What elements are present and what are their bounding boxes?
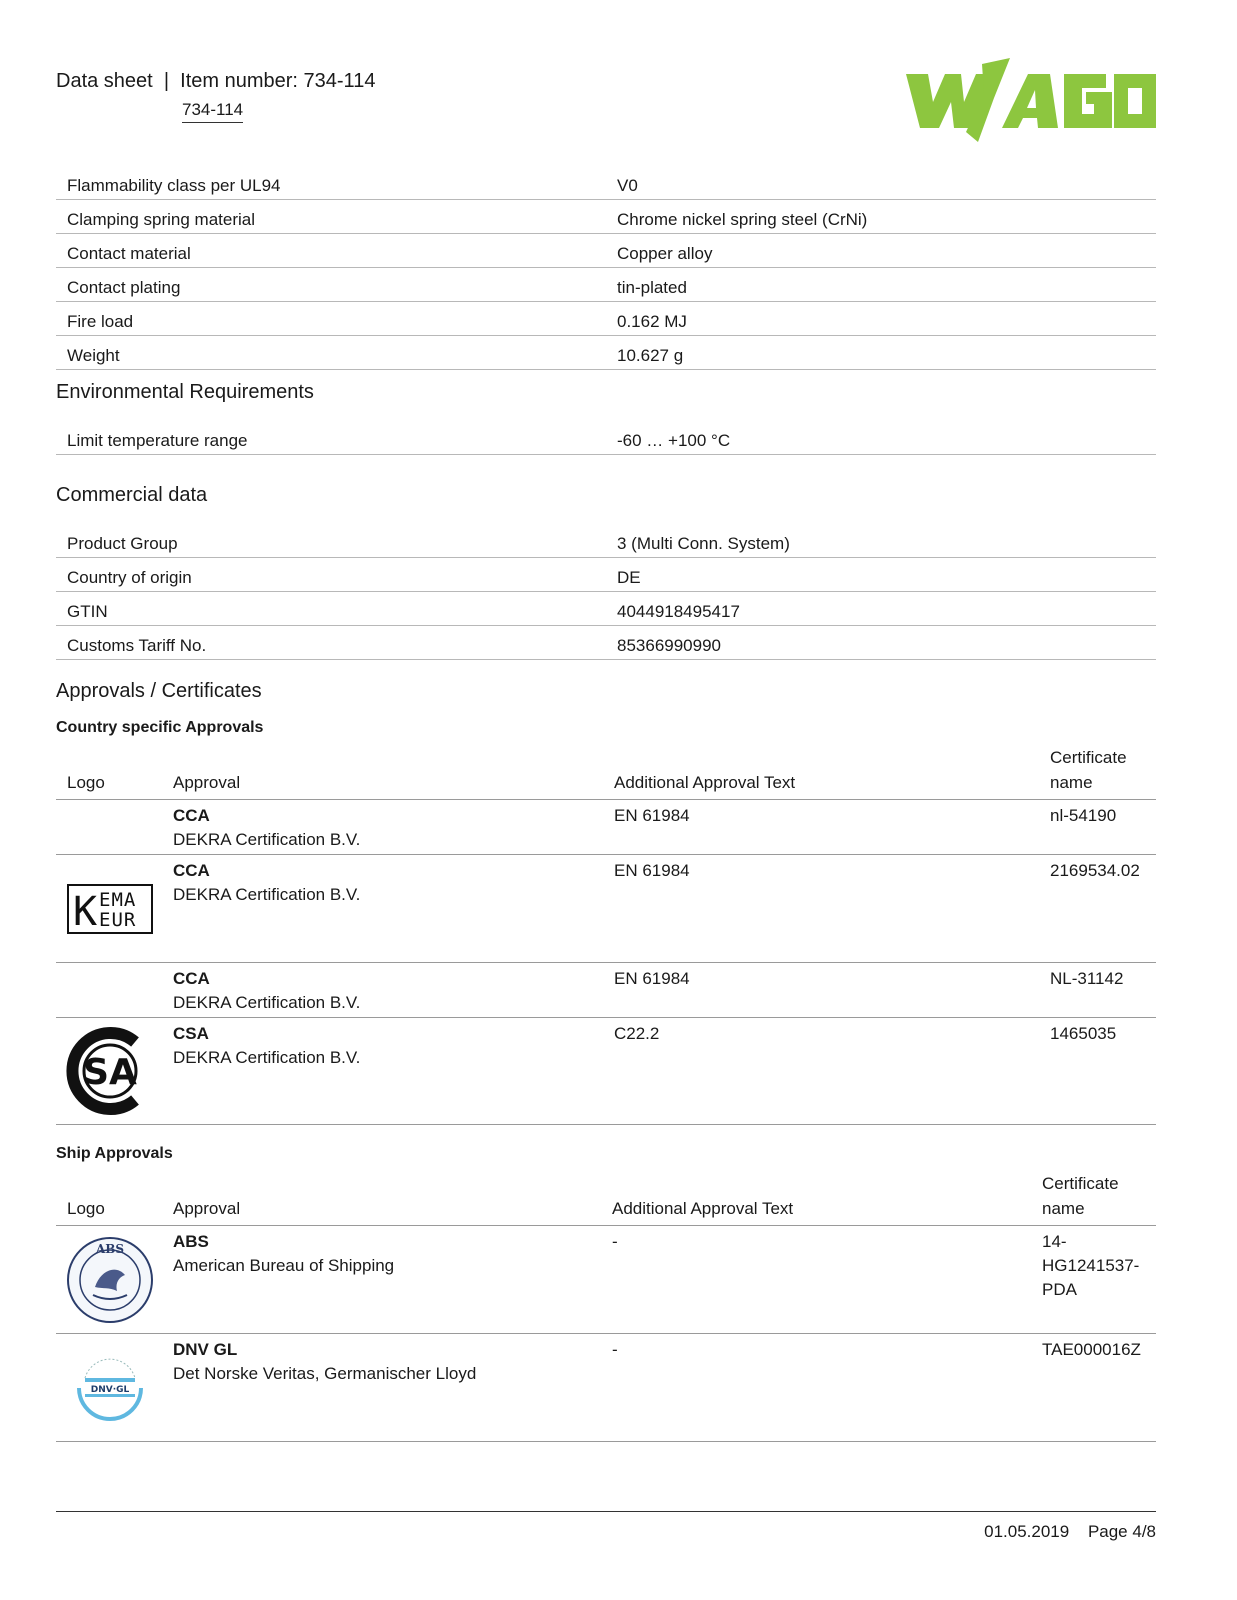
item-number-link[interactable]: 734-114: [182, 100, 243, 123]
csa-logo: [56, 1018, 164, 1124]
table-row: Country of origin DE: [56, 558, 1156, 592]
page-title: Data sheet | Item number: 734-114: [56, 70, 376, 92]
table-header: Logo Approval Additional Approval Text Certificate name: [56, 745, 1156, 800]
dnv-gl-logo: [56, 1334, 164, 1441]
svg-text:K: K: [73, 888, 98, 934]
table-row: K EMA EUR CCA DEKRA Certification B.V. EN 61984 2169534.02: [56, 855, 1156, 963]
table-row: Clamping spring material Chrome nickel spring steel (CrNi): [56, 200, 1156, 234]
header: [56, 70, 376, 119]
table-row: SA CSA DEKRA Certification B.V. C22.2 1465035: [56, 1018, 1156, 1125]
ship-approvals-heading: Ship Approvals: [56, 1145, 173, 1162]
environmental-heading: Environmental Requirements: [56, 381, 314, 403]
svg-text:DNV·GL: DNV·GL: [90, 1384, 130, 1395]
approvals-heading: Approvals / Certificates: [56, 680, 262, 702]
footer-divider: [56, 1511, 1156, 1512]
footer-date: 01.05.2019: [984, 1522, 1070, 1541]
footer: [970, 1522, 1156, 1542]
table-row: GTIN 4044918495417: [56, 592, 1156, 626]
commercial-heading: Commercial data: [56, 484, 208, 506]
table-row: Fire load 0.162 MJ: [56, 302, 1156, 336]
country-approvals-table: [56, 745, 1156, 1125]
table-row: CCA DEKRA Certification B.V. EN 61984 NL-31142: [56, 963, 1156, 1018]
table-row: Weight 10.627 g: [56, 336, 1156, 370]
environmental-table: [56, 421, 1156, 455]
commercial-table: [56, 524, 1156, 660]
table-row: Product Group 3 (Multi Conn. System): [56, 524, 1156, 558]
country-approvals-heading: Country specific Approvals: [56, 719, 264, 736]
kema-eur-logo: [56, 855, 164, 962]
abs-logo: [56, 1226, 164, 1333]
datasheet-page: [56, 0, 1156, 1600]
table-row: CCA DEKRA Certification B.V. EN 61984 nl-54190: [56, 800, 1156, 855]
properties-table: [56, 166, 1156, 370]
table-row: Contact material Copper alloy: [56, 234, 1156, 268]
svg-text:SA: SA: [83, 1052, 137, 1093]
svg-text:ABS: ABS: [95, 1241, 125, 1256]
svg-text:EMA: EMA: [99, 888, 137, 911]
table-row: ABS ABS American Bureau of Shipping - 14- HG1241537- PDA: [56, 1226, 1156, 1334]
table-row: DNV·GL DNV GL Det Norske Veritas, Germanischer Lloyd - TAE000016Z: [56, 1334, 1156, 1442]
table-row: Customs Tariff No. 85366990990: [56, 626, 1156, 660]
svg-text:EUR: EUR: [99, 908, 137, 931]
wago-logo: [906, 58, 1156, 142]
table-row: Flammability class per UL94 V0: [56, 166, 1156, 200]
table-row: Contact plating tin-plated: [56, 268, 1156, 302]
table-row: Limit temperature range -60 … +100 °C: [56, 421, 1156, 455]
footer-page-number: Page 4/8: [1087, 1522, 1156, 1541]
ship-approvals-table: [56, 1171, 1156, 1442]
table-header: Logo Approval Additional Approval Text Certificate name: [56, 1171, 1156, 1226]
